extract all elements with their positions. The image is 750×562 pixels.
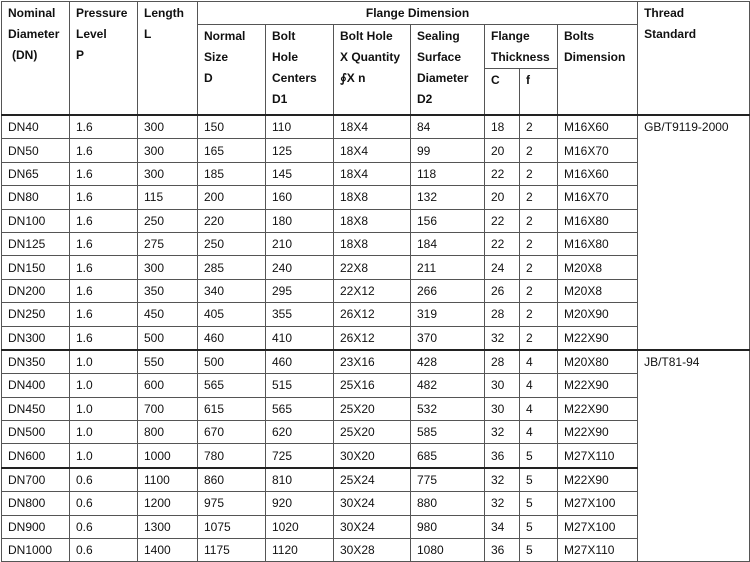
cell-bolt-hole-centers: 210 xyxy=(266,232,334,255)
cell-bolts-dimension: M22X90 xyxy=(558,374,638,397)
cell-bolt-hole-centers: 125 xyxy=(266,139,334,162)
cell-bolts-dimension: M16X60 xyxy=(558,115,638,139)
table-row xyxy=(2,115,750,139)
cell-sealing-diameter: 428 xyxy=(411,350,485,374)
cell-sealing-diameter: 532 xyxy=(411,397,485,420)
cell-bolts-dimension: M22X90 xyxy=(558,468,638,492)
cell-thickness-c: 22 xyxy=(485,209,520,232)
header-thickness-f: f xyxy=(520,69,558,116)
cell-normal-size: 670 xyxy=(198,421,266,444)
cell-bolt-hole-quantity: 22X12 xyxy=(334,279,411,302)
cell-thickness-c: 20 xyxy=(485,186,520,209)
cell-bolt-hole-quantity: 23X16 xyxy=(334,350,411,374)
table-body xyxy=(2,115,750,562)
cell-normal-size: 185 xyxy=(198,162,266,185)
cell-bolts-dimension: M22X90 xyxy=(558,326,638,350)
cell-thickness-c: 32 xyxy=(485,468,520,492)
cell-bolts-dimension: M16X80 xyxy=(558,232,638,255)
cell-sealing-diameter: 319 xyxy=(411,303,485,326)
cell-bolt-hole-quantity: 18X8 xyxy=(334,186,411,209)
cell-bolts-dimension: M20X80 xyxy=(558,350,638,374)
cell-normal-size: 165 xyxy=(198,139,266,162)
cell-thickness-c: 28 xyxy=(485,350,520,374)
cell-pressure-level: 0.6 xyxy=(70,539,138,562)
cell-normal-size: 405 xyxy=(198,303,266,326)
cell-bolt-hole-centers: 110 xyxy=(266,115,334,139)
cell-normal-size: 220 xyxy=(198,209,266,232)
cell-pressure-level: 0.6 xyxy=(70,468,138,492)
cell-bolt-hole-quantity: 18X4 xyxy=(334,139,411,162)
cell-length: 500 xyxy=(138,326,198,350)
cell-sealing-diameter: 880 xyxy=(411,492,485,515)
cell-sealing-diameter: 482 xyxy=(411,374,485,397)
cell-thickness-c: 32 xyxy=(485,421,520,444)
cell-sealing-diameter: 211 xyxy=(411,256,485,279)
cell-nominal-diameter: DN40 xyxy=(2,115,70,139)
cell-normal-size: 565 xyxy=(198,374,266,397)
cell-nominal-diameter: DN200 xyxy=(2,279,70,302)
cell-pressure-level: 1.6 xyxy=(70,232,138,255)
cell-sealing-diameter: 132 xyxy=(411,186,485,209)
cell-length: 300 xyxy=(138,115,198,139)
cell-bolt-hole-centers: 725 xyxy=(266,444,334,468)
cell-nominal-diameter: DN500 xyxy=(2,421,70,444)
cell-sealing-diameter: 84 xyxy=(411,115,485,139)
cell-normal-size: 500 xyxy=(198,350,266,374)
cell-bolt-hole-quantity: 25X20 xyxy=(334,397,411,420)
cell-pressure-level: 1.6 xyxy=(70,162,138,185)
cell-length: 350 xyxy=(138,279,198,302)
cell-thickness-f: 4 xyxy=(520,421,558,444)
cell-length: 800 xyxy=(138,421,198,444)
cell-bolt-hole-quantity: 26X12 xyxy=(334,326,411,350)
header-thickness-c: C xyxy=(485,69,520,116)
cell-nominal-diameter: DN300 xyxy=(2,326,70,350)
cell-length: 450 xyxy=(138,303,198,326)
cell-bolt-hole-centers: 460 xyxy=(266,350,334,374)
cell-nominal-diameter: DN800 xyxy=(2,492,70,515)
cell-thickness-f: 5 xyxy=(520,444,558,468)
cell-bolt-hole-quantity: 30X24 xyxy=(334,515,411,538)
cell-thickness-c: 36 xyxy=(485,539,520,562)
cell-thickness-c: 34 xyxy=(485,515,520,538)
header-thread-standard: Thread Standard xyxy=(638,2,750,116)
cell-bolt-hole-centers: 620 xyxy=(266,421,334,444)
cell-pressure-level: 1.6 xyxy=(70,326,138,350)
header-bolts-dimension: Bolts Dimension xyxy=(558,25,638,116)
cell-normal-size: 1175 xyxy=(198,539,266,562)
cell-bolts-dimension: M27X100 xyxy=(558,492,638,515)
cell-pressure-level: 1.0 xyxy=(70,444,138,468)
cell-thickness-f: 2 xyxy=(520,162,558,185)
cell-bolt-hole-centers: 355 xyxy=(266,303,334,326)
cell-normal-size: 150 xyxy=(198,115,266,139)
cell-thickness-f: 2 xyxy=(520,279,558,302)
cell-thickness-c: 20 xyxy=(485,139,520,162)
cell-pressure-level: 1.0 xyxy=(70,350,138,374)
cell-pressure-level: 1.0 xyxy=(70,421,138,444)
cell-sealing-diameter: 99 xyxy=(411,139,485,162)
cell-thickness-f: 5 xyxy=(520,515,558,538)
cell-bolt-hole-quantity: 26X12 xyxy=(334,303,411,326)
cell-length: 115 xyxy=(138,186,198,209)
cell-pressure-level: 1.6 xyxy=(70,139,138,162)
cell-thickness-f: 2 xyxy=(520,115,558,139)
cell-pressure-level: 1.6 xyxy=(70,303,138,326)
cell-normal-size: 285 xyxy=(198,256,266,279)
table-row xyxy=(2,397,750,420)
cell-length: 300 xyxy=(138,162,198,185)
cell-length: 700 xyxy=(138,397,198,420)
cell-thickness-f: 2 xyxy=(520,326,558,350)
cell-bolts-dimension: M22X90 xyxy=(558,421,638,444)
header-pressure-level: Pressure Level P xyxy=(70,2,138,116)
cell-bolt-hole-quantity: 22X8 xyxy=(334,256,411,279)
cell-thickness-f: 2 xyxy=(520,232,558,255)
table-row xyxy=(2,279,750,302)
cell-thickness-f: 5 xyxy=(520,492,558,515)
cell-length: 250 xyxy=(138,209,198,232)
cell-normal-size: 780 xyxy=(198,444,266,468)
cell-bolt-hole-quantity: 25X16 xyxy=(334,374,411,397)
cell-sealing-diameter: 184 xyxy=(411,232,485,255)
cell-sealing-diameter: 156 xyxy=(411,209,485,232)
cell-thickness-f: 4 xyxy=(520,350,558,374)
cell-thread-standard: JB/T81-94 xyxy=(638,350,750,562)
cell-bolts-dimension: M20X90 xyxy=(558,303,638,326)
cell-sealing-diameter: 266 xyxy=(411,279,485,302)
cell-bolts-dimension: M22X90 xyxy=(558,397,638,420)
cell-thickness-f: 2 xyxy=(520,256,558,279)
cell-thickness-c: 28 xyxy=(485,303,520,326)
cell-thickness-c: 26 xyxy=(485,279,520,302)
cell-thickness-c: 22 xyxy=(485,162,520,185)
cell-bolt-hole-centers: 810 xyxy=(266,468,334,492)
cell-thickness-c: 18 xyxy=(485,115,520,139)
cell-bolts-dimension: M27X110 xyxy=(558,539,638,562)
cell-nominal-diameter: DN350 xyxy=(2,350,70,374)
table-row xyxy=(2,374,750,397)
cell-sealing-diameter: 775 xyxy=(411,468,485,492)
cell-pressure-level: 1.6 xyxy=(70,209,138,232)
cell-pressure-level: 1.0 xyxy=(70,374,138,397)
cell-bolt-hole-centers: 145 xyxy=(266,162,334,185)
table-row xyxy=(2,186,750,209)
cell-pressure-level: 0.6 xyxy=(70,515,138,538)
cell-normal-size: 615 xyxy=(198,397,266,420)
cell-bolts-dimension: M16X80 xyxy=(558,209,638,232)
cell-sealing-diameter: 118 xyxy=(411,162,485,185)
cell-bolt-hole-centers: 1020 xyxy=(266,515,334,538)
cell-bolt-hole-centers: 1120 xyxy=(266,539,334,562)
table-row xyxy=(2,209,750,232)
cell-nominal-diameter: DN450 xyxy=(2,397,70,420)
cell-bolt-hole-quantity: 18X8 xyxy=(334,209,411,232)
cell-normal-size: 975 xyxy=(198,492,266,515)
cell-bolt-hole-quantity: 25X24 xyxy=(334,468,411,492)
cell-thickness-c: 30 xyxy=(485,374,520,397)
cell-length: 550 xyxy=(138,350,198,374)
table-row xyxy=(2,492,750,515)
cell-normal-size: 460 xyxy=(198,326,266,350)
cell-normal-size: 340 xyxy=(198,279,266,302)
header-flange-thickness: Flange Thickness xyxy=(485,25,558,69)
cell-sealing-diameter: 1080 xyxy=(411,539,485,562)
cell-bolts-dimension: M27X100 xyxy=(558,515,638,538)
cell-nominal-diameter: DN100 xyxy=(2,209,70,232)
cell-bolt-hole-quantity: 30X20 xyxy=(334,444,411,468)
header-bolt-hole-centers: Bolt Hole Centers D1 xyxy=(266,25,334,116)
flange-dimension-table xyxy=(1,1,750,562)
table-row xyxy=(2,303,750,326)
cell-bolt-hole-centers: 920 xyxy=(266,492,334,515)
cell-nominal-diameter: DN150 xyxy=(2,256,70,279)
cell-bolts-dimension: M20X8 xyxy=(558,256,638,279)
cell-nominal-diameter: DN400 xyxy=(2,374,70,397)
cell-length: 600 xyxy=(138,374,198,397)
cell-thickness-f: 2 xyxy=(520,303,558,326)
header-normal-size: Normal Size D xyxy=(198,25,266,116)
cell-thickness-f: 2 xyxy=(520,139,558,162)
cell-bolt-hole-centers: 240 xyxy=(266,256,334,279)
cell-thickness-c: 36 xyxy=(485,444,520,468)
cell-nominal-diameter: DN1000 xyxy=(2,539,70,562)
cell-bolts-dimension: M27X110 xyxy=(558,444,638,468)
cell-pressure-level: 0.6 xyxy=(70,492,138,515)
cell-bolts-dimension: M20X8 xyxy=(558,279,638,302)
cell-thickness-c: 22 xyxy=(485,232,520,255)
cell-bolt-hole-centers: 180 xyxy=(266,209,334,232)
cell-nominal-diameter: DN50 xyxy=(2,139,70,162)
cell-bolt-hole-quantity: 18X4 xyxy=(334,115,411,139)
table-row xyxy=(2,232,750,255)
cell-length: 1300 xyxy=(138,515,198,538)
cell-nominal-diameter: DN65 xyxy=(2,162,70,185)
cell-length: 1000 xyxy=(138,444,198,468)
cell-thickness-f: 5 xyxy=(520,468,558,492)
cell-bolts-dimension: M16X70 xyxy=(558,139,638,162)
cell-length: 300 xyxy=(138,256,198,279)
cell-length: 1100 xyxy=(138,468,198,492)
cell-pressure-level: 1.0 xyxy=(70,397,138,420)
cell-thickness-c: 32 xyxy=(485,492,520,515)
cell-bolt-hole-quantity: 30X24 xyxy=(334,492,411,515)
cell-pressure-level: 1.6 xyxy=(70,115,138,139)
cell-bolt-hole-quantity: 25X20 xyxy=(334,421,411,444)
header-flange-dimension: Flange Dimension xyxy=(198,2,638,25)
cell-normal-size: 250 xyxy=(198,232,266,255)
cell-normal-size: 200 xyxy=(198,186,266,209)
table-row xyxy=(2,139,750,162)
cell-thickness-f: 5 xyxy=(520,539,558,562)
cell-bolt-hole-centers: 410 xyxy=(266,326,334,350)
cell-pressure-level: 1.6 xyxy=(70,279,138,302)
cell-thread-standard: GB/T9119-2000 xyxy=(638,115,750,350)
cell-pressure-level: 1.6 xyxy=(70,256,138,279)
cell-nominal-diameter: DN600 xyxy=(2,444,70,468)
table-row xyxy=(2,468,750,492)
cell-normal-size: 860 xyxy=(198,468,266,492)
cell-thickness-c: 32 xyxy=(485,326,520,350)
cell-length: 300 xyxy=(138,139,198,162)
cell-nominal-diameter: DN250 xyxy=(2,303,70,326)
cell-sealing-diameter: 980 xyxy=(411,515,485,538)
cell-bolt-hole-quantity: 18X8 xyxy=(334,232,411,255)
cell-length: 1400 xyxy=(138,539,198,562)
table-row xyxy=(2,350,750,374)
cell-bolts-dimension: M16X60 xyxy=(558,162,638,185)
table-row xyxy=(2,326,750,350)
cell-thickness-c: 30 xyxy=(485,397,520,420)
header-nominal-diameter: Nominal Diameter (DN) xyxy=(2,2,70,116)
cell-length: 275 xyxy=(138,232,198,255)
cell-thickness-f: 2 xyxy=(520,186,558,209)
cell-nominal-diameter: DN80 xyxy=(2,186,70,209)
cell-thickness-c: 24 xyxy=(485,256,520,279)
cell-bolts-dimension: M16X70 xyxy=(558,186,638,209)
cell-bolt-hole-centers: 295 xyxy=(266,279,334,302)
table-row xyxy=(2,539,750,562)
table-row xyxy=(2,444,750,468)
cell-bolt-hole-quantity: 18X4 xyxy=(334,162,411,185)
header-length: Length L xyxy=(138,2,198,116)
table-row xyxy=(2,162,750,185)
cell-bolt-hole-centers: 160 xyxy=(266,186,334,209)
cell-thickness-f: 4 xyxy=(520,374,558,397)
cell-sealing-diameter: 685 xyxy=(411,444,485,468)
cell-thickness-f: 4 xyxy=(520,397,558,420)
cell-bolt-hole-centers: 565 xyxy=(266,397,334,420)
header-sealing-surface-diameter: Sealing Surface Diameter D2 xyxy=(411,25,485,116)
cell-sealing-diameter: 370 xyxy=(411,326,485,350)
cell-bolt-hole-centers: 515 xyxy=(266,374,334,397)
table-row xyxy=(2,515,750,538)
cell-pressure-level: 1.6 xyxy=(70,186,138,209)
cell-nominal-diameter: DN125 xyxy=(2,232,70,255)
cell-normal-size: 1075 xyxy=(198,515,266,538)
table-row xyxy=(2,421,750,444)
cell-length: 1200 xyxy=(138,492,198,515)
cell-bolt-hole-quantity: 30X28 xyxy=(334,539,411,562)
header-bolt-hole-quantity: Bolt Hole X Quantity ∮X n xyxy=(334,25,411,116)
cell-nominal-diameter: DN900 xyxy=(2,515,70,538)
table-row xyxy=(2,256,750,279)
cell-sealing-diameter: 585 xyxy=(411,421,485,444)
cell-thickness-f: 2 xyxy=(520,209,558,232)
cell-nominal-diameter: DN700 xyxy=(2,468,70,492)
